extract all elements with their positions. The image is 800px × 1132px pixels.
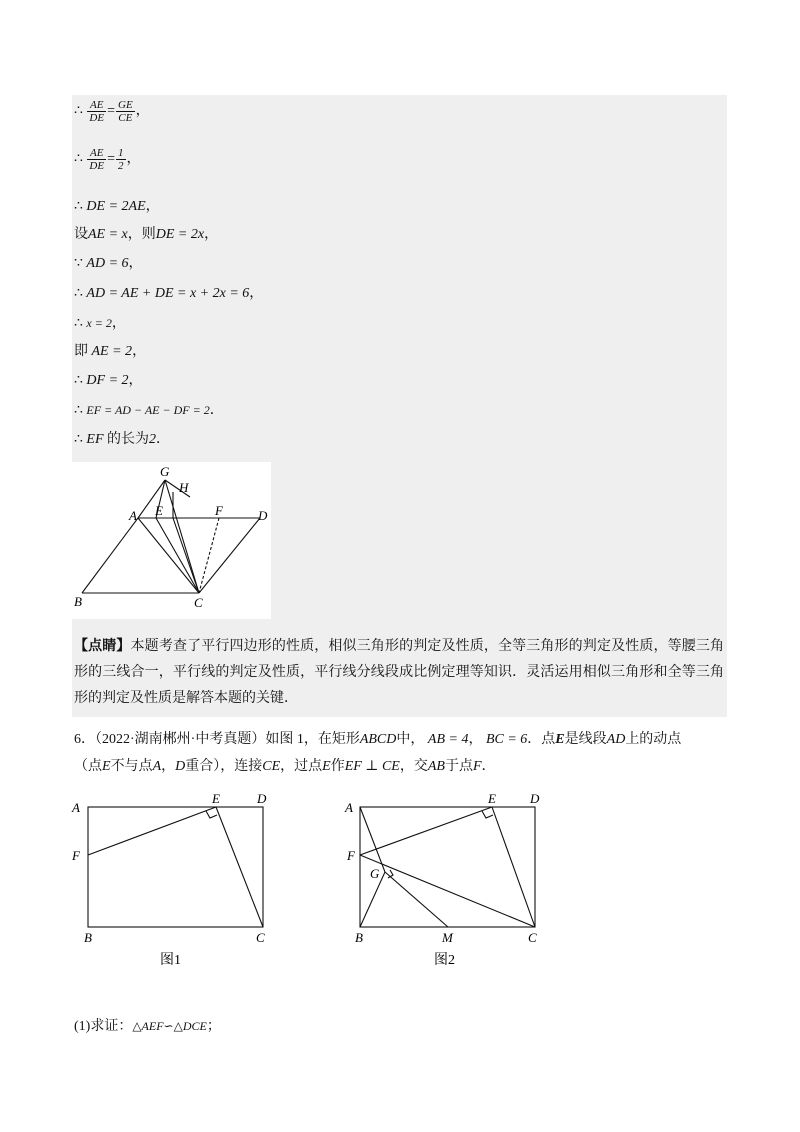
step-10: ∴ EF = AD − AE − DF = 2．: [74, 403, 224, 418]
step-6: ∴ AD = AE + DE = x + 2x = 6，: [74, 286, 264, 301]
fig1-label-e: E: [212, 791, 220, 806]
comment-paragraph: [74, 634, 724, 712]
fig1-label-d: D: [257, 791, 267, 806]
fraction: $\frac{AE}{DE}$: [89, 147, 105, 172]
step-5: ∵ AD = 6，: [74, 256, 143, 271]
fig2-label-e: E: [488, 791, 496, 806]
problem-line-2: （点E不与点A，D重合），连接CE，过点E作EF ⊥ CE，交AB于点F．: [74, 759, 496, 774]
fig2-label-b: B: [355, 930, 363, 945]
question-part-1: (1)求证：△AEF∽△DCE；: [74, 1019, 221, 1034]
fig2-label-c: C: [528, 930, 537, 945]
step-11: ∴ EF 的长为2．: [74, 432, 171, 447]
step-3: ∴ DE = 2AE，: [74, 199, 160, 214]
caption-figure-1: 图1: [160, 953, 181, 968]
parallelogram-diagram: [72, 462, 271, 619]
label-c: C: [194, 595, 203, 610]
step-7: ∴ x = 2，: [74, 316, 126, 331]
fig2-label-f: F: [347, 848, 355, 863]
fraction: $\frac{GE}{CE}$: [118, 99, 133, 124]
step-2: ∴ $\frac{AE}{DE}$ = $\frac{1}{2}$ ，: [74, 147, 141, 172]
label-f: F: [215, 503, 223, 518]
label-h: H: [179, 480, 189, 495]
label-g: G: [160, 464, 170, 479]
step-9: ∴ DF = 2，: [74, 373, 143, 388]
fig1-label-c: C: [256, 930, 265, 945]
figure-parallelogram: [72, 462, 271, 619]
label-e: E: [155, 503, 163, 518]
fraction: $\frac{AE}{DE}$: [89, 99, 105, 124]
label-a: A: [129, 508, 137, 523]
fraction: $\frac{1}{2}$: [118, 147, 124, 172]
label-b: B: [74, 594, 82, 609]
fig1-label-b: B: [84, 930, 92, 945]
step-8: 即 AE = 2，: [74, 344, 147, 359]
problem-line-1: 6．（2022·湖南郴州·中考真题）如图 1，在矩形ABCD中， AB = 4， BC = 6．点E是线段AD上的动点: [74, 732, 682, 747]
figure-rectangles: [60, 790, 580, 980]
caption-figure-2: 图2: [434, 953, 455, 968]
fig1-label-f: F: [72, 848, 80, 863]
label-d: D: [258, 508, 268, 523]
rectangles-diagram: [60, 790, 580, 980]
problem-6: [74, 726, 724, 780]
fig1-label-a: A: [72, 800, 80, 815]
step-4: 设AE = x，则DE = 2x，: [74, 227, 219, 242]
comment-text: 本题考查了平行四边形的性质，相似三角形的判定及性质，全等三角形的判定及性质，等腰三角形的三线合一，平行线的判定及性质，平行线分线段成比例定理等知识．灵活运用相似三角形和全等三角形的判定及性质是解答本题的关键．: [74, 639, 725, 706]
fig2-label-a: A: [345, 800, 353, 815]
fig2-label-g: G: [370, 866, 380, 881]
comment-tag: 【点睛】: [74, 639, 131, 654]
fig2-label-d: D: [530, 791, 540, 806]
fig2-label-m: M: [442, 930, 453, 945]
step-1: ∴ $\frac{AE}{DE}$ = $\frac{GE}{CE}$ ，: [74, 99, 150, 124]
